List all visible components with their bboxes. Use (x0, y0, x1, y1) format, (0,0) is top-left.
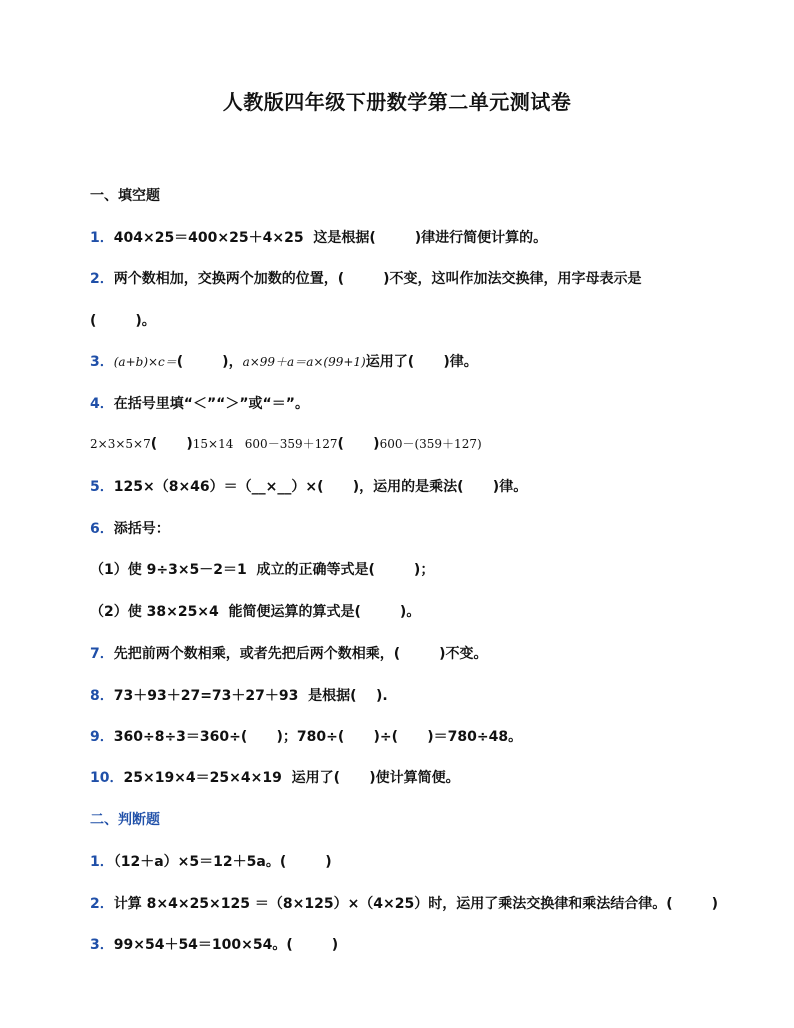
formula-image: (a+b)×c＝ (113, 355, 177, 369)
question-7 (90, 644, 734, 664)
question-6-part-2 (90, 602, 734, 622)
question-9 (90, 727, 734, 747)
question-text: 25×19×4＝25×4×19 运用了( )使计算简便。 (123, 770, 460, 786)
question-text: （2）使 38×25×4 能简便运算的算式是( )。 (90, 604, 421, 620)
section-fill-blank-title: 一、填空题 (90, 188, 160, 204)
question-number: 6． (90, 521, 114, 537)
question-4 (90, 394, 734, 414)
question-number: 1． (90, 230, 114, 246)
question-text: 添括号： (113, 521, 170, 537)
question-number: 9． (90, 729, 114, 745)
question-number: 3． (90, 937, 114, 953)
question-text: 在括号里填“＜”“＞”或“＝”。 (113, 396, 309, 412)
formula-image: 15×14 600－359＋127 (192, 437, 338, 451)
answer-blank: ( ) (150, 436, 193, 452)
question-number: 2． (90, 896, 114, 912)
question-number: 1． (90, 854, 114, 870)
question-number: 7． (90, 646, 114, 662)
question-text: 运用了( )律。 (365, 354, 478, 370)
question-6-part-1 (90, 560, 734, 580)
question-2 (90, 269, 734, 289)
formula-image: 600－(359＋127) (379, 437, 482, 451)
question-text: 两个数相加，交换两个加数的位置，( )不变，这叫作加法交换律，用字母表示是 (113, 271, 642, 287)
question-2-continued (90, 311, 734, 331)
question-text: 360÷8÷3＝360÷( )；780÷( )÷( )＝780÷48。 (113, 729, 523, 745)
question-text: ( )。 (90, 313, 156, 329)
formula-image: a×99＋a＝a×(99+1) (242, 355, 366, 369)
question-10 (90, 768, 734, 788)
question-number: 5． (90, 479, 114, 495)
question-5 (90, 477, 734, 497)
section-true-false-title: 二、判断题 (90, 812, 160, 828)
question-1 (90, 228, 734, 248)
question-text: （1）使 9÷3×5－2＝1 成立的正确等式是( )； (90, 562, 435, 578)
formula-image: 2×3×5×7 (90, 437, 151, 451)
question-text: 125×（8×46）＝（__×__）×( )，运用的是乘法( )律。 (113, 479, 528, 495)
question-number: 4． (90, 396, 114, 412)
question-number: 3． (90, 354, 114, 370)
question-text: 99×54＋54＝100×54。( ) (113, 937, 339, 953)
question-number: 8． (90, 688, 114, 704)
question-number: 10． (90, 770, 124, 786)
page-title: 人教版四年级下册数学第二单元测试卷 (222, 90, 572, 114)
answer-blank: ( )， (176, 354, 243, 370)
question-text: 73＋93＋27=73＋27＋93 是根据( ). (113, 688, 388, 704)
question-text: 先把前两个数相乘，或者先把后两个数相乘，( )不变。 (113, 646, 488, 662)
question-text: （12＋a）×5＝12＋5a。( ) (113, 854, 332, 870)
question-4-expressions (90, 434, 734, 454)
question-number: 2． (90, 271, 114, 287)
question-text: 计算 8×4×25×125 ＝（8×125）×（4×25）时，运用了乘法交换律和乘法结合律。( ) (113, 896, 719, 912)
judge-1 (90, 852, 734, 872)
question-8 (90, 686, 734, 706)
judge-3 (90, 935, 734, 955)
question-6 (90, 519, 734, 539)
answer-blank: ( ) (337, 436, 380, 452)
judge-2 (90, 894, 734, 914)
question-text: 404×25＝400×25＋4×25 这是根据( )律进行简便计算的。 (113, 230, 548, 246)
question-3 (90, 352, 734, 372)
